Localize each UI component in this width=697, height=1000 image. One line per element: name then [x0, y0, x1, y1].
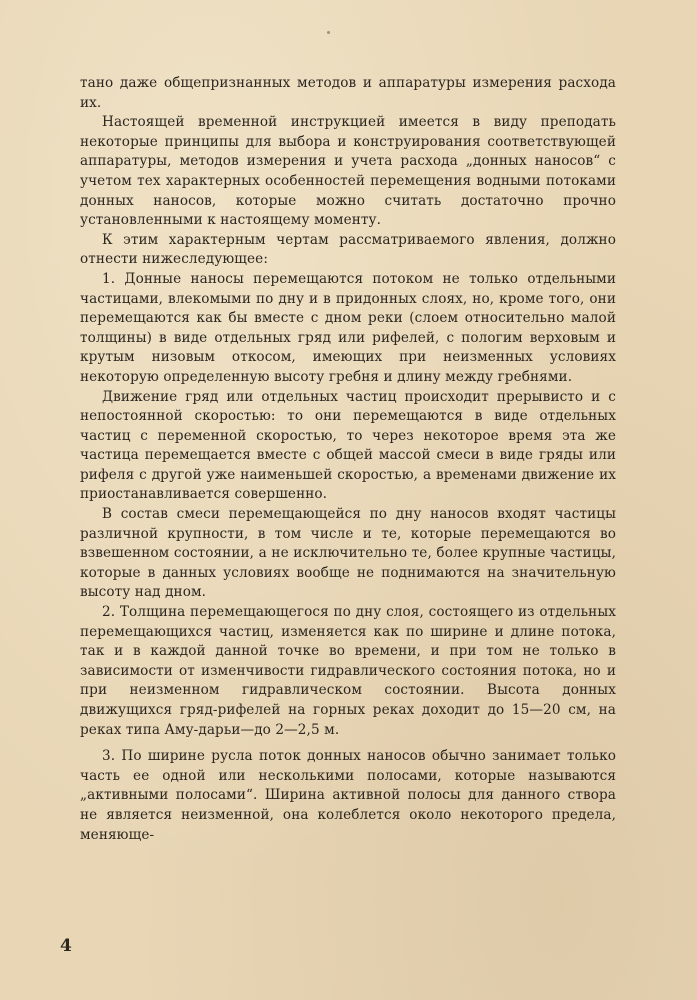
paragraph-continuation: тано даже общепризнанных методов и аппаратуры измерения расхода их. [80, 75, 616, 111]
body-text [80, 74, 616, 845]
paper-speck [327, 31, 330, 34]
paragraph-mixture: В состав смеси перемещающейся по дну наносов входят частицы различной крупности, в том числе и те, которые перемещаются во взвешенном состоянии, а не исключительно те, более крупные частицы, которые в данных условиях вообще не поднимаются на значительную высоту над дном. [80, 506, 616, 601]
page-number: 4 [60, 936, 72, 956]
paragraph-instruction-purpose: Настоящей временной инструкцией имеется в виду преподать некоторые принципы для выбора и конструирования соответствующей аппаратуры, методов измерения и учета расхода „донных наносов“ с учетом тех характерных особенностей перемещения водными потоками донных наносов, которые можно считать достаточно прочно установленными к настоящему моменту. [80, 114, 616, 229]
paragraph-item-3: 3. По ширине русла поток донных наносов обычно занимает только часть ее одной или несколькими полосами, которые называются „активными полосами“. Ширина активной полосы для данного створа не является неизменной, она колеблется около некоторого предела, меняюще- [80, 748, 616, 843]
paragraph-item-2: 2. Толщина перемещающегося по дну слоя, состоящего из отдельных перемещающихся частиц, изменяется как по ширине и длине потока, так и в каждой данной точке во времени, и при том не только в зависимости от изменчивости гидравлического состояния потока, но и при неизменном гидравлическом состоянии. Высота донных движущихся гряд-рифелей на горных реках доходит до 15—20 см, на реках типа Аму-дарьи—до 2—2,5 м. [80, 604, 616, 738]
paragraph-movement: Движение гряд или отдельных частиц происходит прерывисто и с непостоянной скоростью: то они перемещаются в виде отдельных частиц с переменной скоростью, то через некоторое время эта же частица перемещается вместе с общей массой смеси в виде гряды или рифеля с другой уже наименьшей скоростью, а временами движение их приостанавливается совершенно. [80, 388, 616, 503]
paragraph-item-1: 1. Донные наносы перемещаются потоком не только отдельными частицами, влекомыми по дну и в придонных слоях, но, кроме того, они перемещаются как бы вместе с дном реки (слоем относительно малой толщины) в виде отдельных гряд или рифелей, с пологим верховым и крутым низовым откосом, имеющих при неизменных условиях некоторую определенную высоту гребня и длину между гребнями. [80, 270, 616, 385]
paragraph-characteristics-intro: К этим характерным чертам рассматриваемого явления, должно отнести нижеследующее: [80, 231, 616, 268]
